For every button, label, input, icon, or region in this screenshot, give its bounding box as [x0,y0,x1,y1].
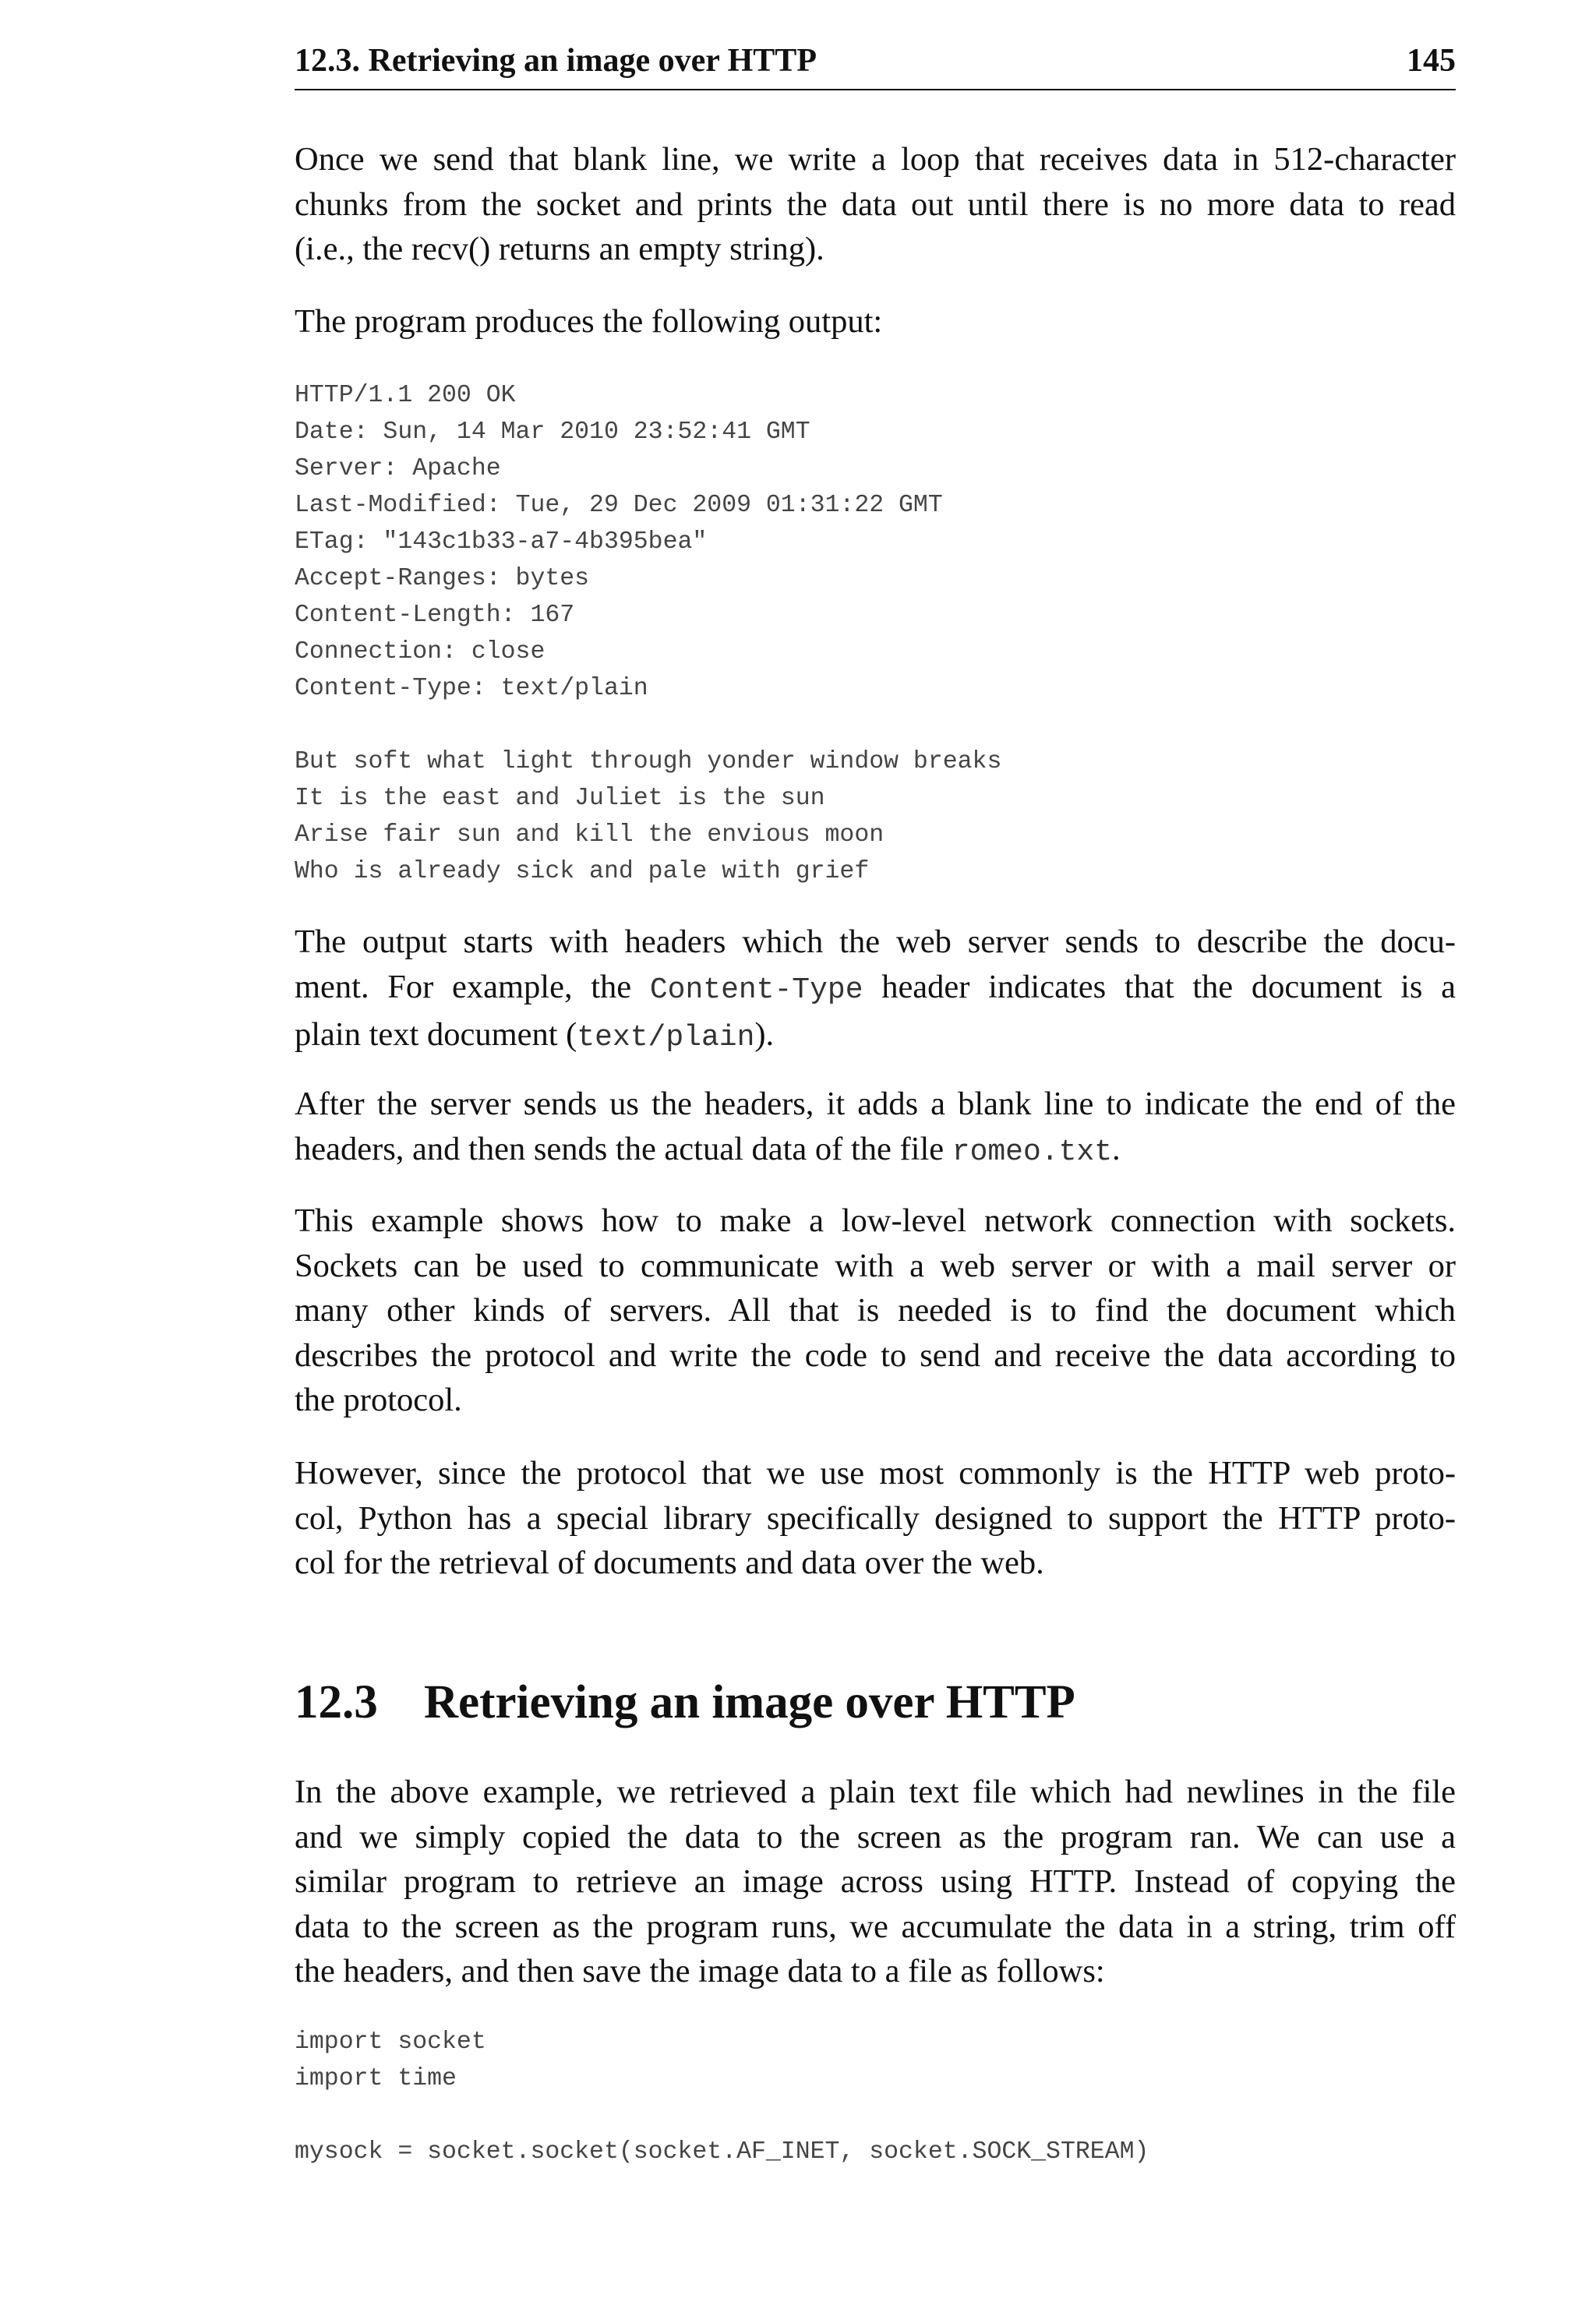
paragraph-sockets [295,1199,1456,1423]
text-run: header indicates that the document is a [863,968,1456,1005]
paragraph-line: (i.e., the recv() returns an empty string). [295,231,824,267]
paragraph-line: In the above example, we retrieved a plain text file which had newlines in the file [295,1774,1456,1810]
inline-code: romeo.txt [952,1135,1112,1169]
paragraph-line: chunks from the socket and prints the data out until there is no more data to read [295,185,1456,223]
paragraph-line: col for the retrieval of documents and data over the web. [295,1545,1044,1581]
output-line: HTTP/1.1 200 OK [295,382,516,409]
page-number: 145 [1407,43,1456,79]
inline-code: text/plain [577,1021,755,1054]
text-run: ment. For example, the [295,968,650,1005]
paragraph-blank-line [295,1082,1456,1174]
paragraph-line: data to the screen as the program runs, we accumulate the data in a string, trim off [295,1908,1456,1945]
paragraph-http-library [295,1451,1456,1586]
code-listing [295,2024,1149,2170]
paragraph-line: col, Python has a special library specifically designed to support the HTTP proto- [295,1499,1456,1537]
paragraph-recv-loop [295,137,1456,272]
output-line: Date: Sun, 14 Mar 2010 23:52:41 GMT [295,418,810,446]
paragraph-line [295,1012,1456,1061]
output-line: ETag: "143c1b33-a7-4b395bea" [295,528,708,556]
output-line: Accept-Ranges: bytes [295,565,590,592]
output-line: Content-Type: text/plain [295,675,648,702]
code-line [295,2097,1149,2134]
inline-code: Content-Type [649,973,863,1007]
paragraph-line: However, since the protocol that we use most commonly is the HTTP web proto- [295,1455,1456,1492]
paragraph-line: The output starts with headers which the web server sends to describe the docu- [295,923,1456,960]
header-section-title: 12.3. Retrieving an image over HTTP [295,43,817,79]
output-line: Last-Modified: Tue, 29 Dec 2009 01:31:22 GMT [295,492,943,519]
running-header [295,41,1456,90]
text-run: headers, and then sends the actual data of the file [295,1130,952,1167]
section-heading [295,1675,1075,1730]
output-line [295,707,1001,743]
paragraph-line [295,965,1456,1013]
code-line: mysock = socket.socket(socket.AF_INET, socket.SOCK_STREAM) [295,2138,1149,2166]
paragraph-line: Once we send that blank line, we write a loop that receives data in 512-character [295,141,1456,178]
output-line: But soft what light through yonder window breaks [295,748,1002,775]
output-line: It is the east and Juliet is the sun [295,785,825,812]
paragraph-line: the protocol. [295,1382,462,1418]
paragraph-line: After the server sends us the headers, it adds a blank line to indicate the end of the [295,1086,1456,1122]
paragraph-line: Sockets can be used to communicate with a web server or with a mail server or [295,1247,1456,1284]
output-line: Who is already sick and pale with grief [295,858,870,885]
output-line: Server: Apache [295,455,501,482]
code-line: import time [295,2065,457,2092]
section-number: 12.3 [295,1676,378,1728]
paragraph-headers-explained [295,920,1456,1061]
output-line: Content-Length: 167 [295,602,575,629]
code-line: import socket [295,2028,486,2056]
output-line: Arise fair sun and kill the envious moon [295,821,885,849]
text-run: ). [754,1016,775,1053]
paragraph-line: The program produces the following output: [295,303,883,340]
paragraph-line: many other kinds of servers. All that is needed is to find the document which [295,1292,1456,1329]
http-output-block [295,377,1001,890]
paragraph-line: and we simply copied the data to the screen as the program ran. We can use a [295,1818,1456,1855]
paragraph-line: the headers, and then save the image data to a file as follows: [295,1953,1105,1989]
paragraph-output-intro [295,299,1456,344]
text-run: . [1112,1130,1121,1167]
paragraph-line [295,1127,1456,1175]
paragraph-line: describes the protocol and write the code to send and receive the data according to [295,1336,1456,1374]
paragraph-line: This example shows how to make a low-level network connection with sockets. [295,1202,1456,1239]
paragraph-line: similar program to retrieve an image across using HTTP. Instead of copying the [295,1863,1456,1900]
output-line: Connection: close [295,638,546,666]
section-title: Retrieving an image over HTTP [424,1676,1075,1728]
text-run: plain text document ( [295,1016,577,1053]
paragraph-image-retrieval [295,1770,1456,1994]
